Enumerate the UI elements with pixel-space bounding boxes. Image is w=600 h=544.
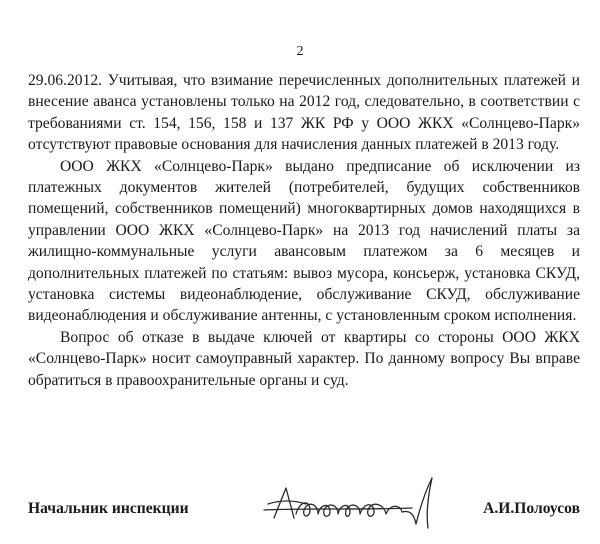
paragraph-legal-basis: 29.06.2012. Учитывая, что взимание перечисленных дополнительных платежей и внесение аванса установлены только на 2012 год, следовательно, в соответствии с требованиями ст. 154, 156, 158 и 137 ЖК РФ у ООО ЖКХ «Солнцево-Парк» отсутствуют правовые основания для начисления данных платежей в 2013 году.: [28, 72, 580, 154]
page-number: 2: [296, 44, 304, 59]
signer-name: А.И.Полоусов: [483, 500, 580, 517]
handwritten-signature: [260, 474, 456, 530]
letter-body: [28, 70, 580, 391]
paragraph-keys-issue: Вопрос об отказе в выдаче ключей от квартиры со стороны ООО ЖКХ «Солнцево-Парк» носит самоуправный характер. По данному вопросу Вы вправе обратиться в правоохранительные органы и суд.: [28, 328, 580, 389]
signer-title: Начальник инспекции: [28, 500, 189, 517]
paragraph-order-issued: ООО ЖКХ «Солнцево-Парк» выдано предписание об исключении из платежных документов жителей (потребителей, будущих собственников помещений, собственников помещений) многоквартирных домов находящихся в управлении ООО ЖКХ «Солнцево-Парк» на 2013 год начислений платы за жилищно-коммунальные услуги авансовым платежом за 6 месяцев и дополнительных платежей по статьям: вывоз мусора, консьерж, установка СКУД, установка системы видеонаблюдение, обслуживание СКУД, обслуживание видеонаблюдения и обслуживание антенны, с установленным сроком исполнения.: [28, 157, 580, 325]
signature-block: [28, 496, 580, 528]
